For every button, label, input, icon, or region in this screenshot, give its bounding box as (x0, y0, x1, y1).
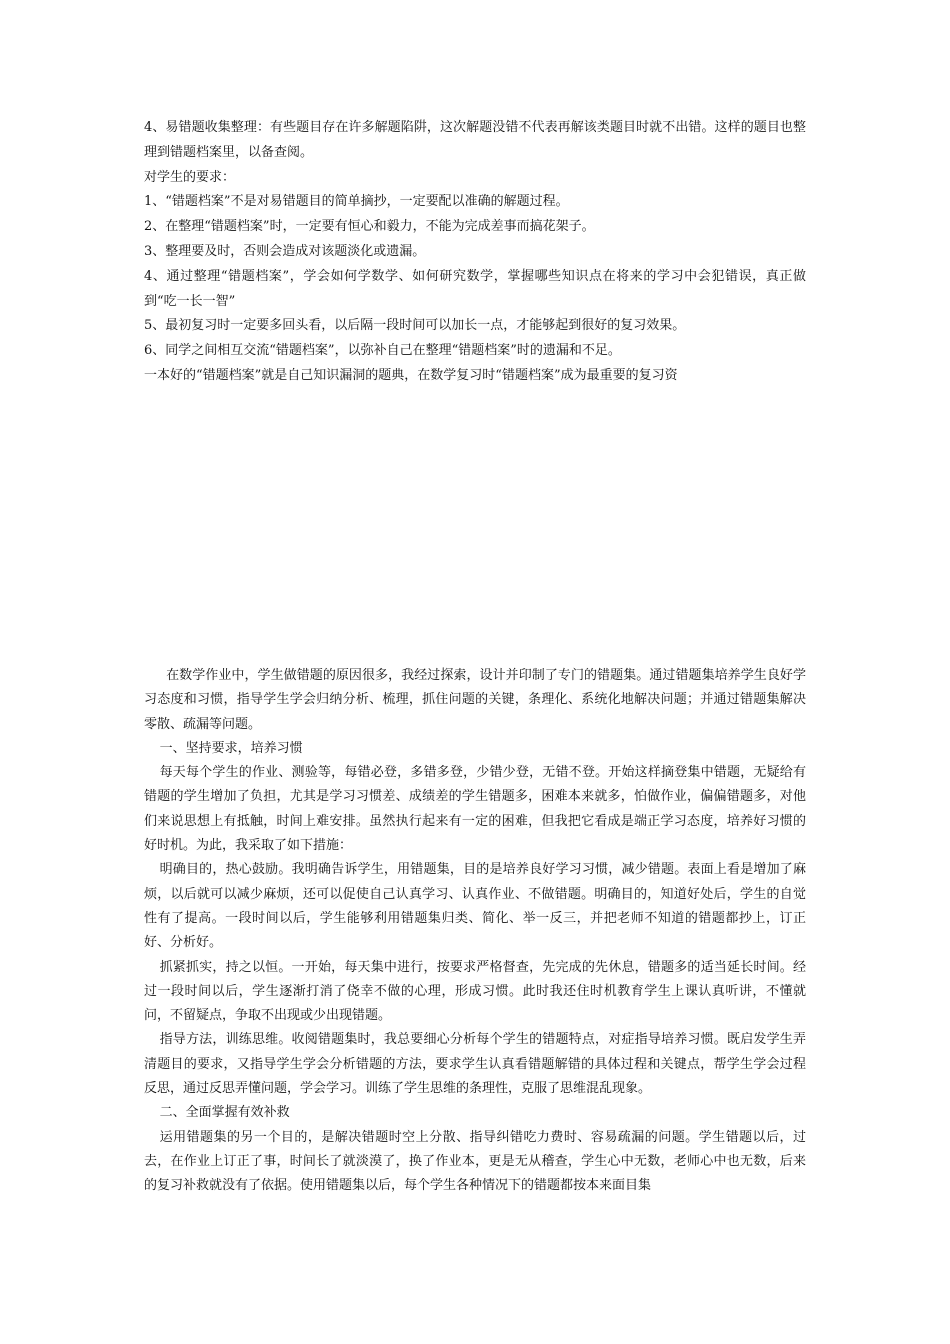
intro-paragraph: 在数学作业中，学生做错题的原因很多，我经过探索，设计并印制了专门的错题集。通过错题集培养学生良好学习态度和习惯，指导学生学会归纳分析、梳理，抓住问题的关键，条理化、系统化地解决问题；并通过错题集解决零散、疏漏等问题。 (144, 668, 806, 732)
requirement-5: 5、最初复习时一定要多回头看，以后隔一段时间可以加长一点，才能够起到很好的复习效果。 (144, 318, 686, 334)
section-error-archive (144, 116, 806, 389)
requirement-3: 3、整理要及时，否则会造成对该题淡化或遗漏。 (144, 243, 426, 259)
requirement-1: 1、“错题档案”不是对易错题目的简单摘抄，一定要配以准确的解题过程。 (144, 194, 569, 210)
heading-one: 一、坚持要求，培养习惯 (159, 740, 303, 756)
paragraph-guidance: 指导方法，训练思维。收阅错题集时，我总要细心分析每个学生的错题特点，对症指导培养习惯。既启发学生弄清题目的要求，又指导学生学会分析错题的方法，要求学生认真看错题解错的具体过程和关键点，帮学生学会过程反思，通过反思弄懂问题，学会学习。训练了学生思维的条理性，克服了思维混乱现象。 (144, 1032, 806, 1097)
paragraph-remedy: 运用错题集的另一个目的，是解决错题时空上分散、指导纠错吃力费时、容易疏漏的问题。学生错题以后，过去，在作业上订正了事，时间长了就淡漠了，换了作业本，更是无从稽查，学生心中无数，老师心中也无数，后来的复习补救就没有了依据。使用错题集以后，每个学生各种情况下的错题都按本来面目集 (144, 1129, 806, 1194)
paragraph-daily-registration: 每天每个学生的作业、测验等，每错必登，多错多登，少错少登，无错不登。开始这样摘登集中错题，无疑给有错题的学生增加了负担，尤其是学习习惯差、成绩差的学生错题多，困难本来就多，怕做作业，偏偏错题多，对他们来说思想上有抵触，时间上难安排。虽然执行起来有一定的困难，但我把它看成是端正学习态度，培养好习惯的好时机。为此，我采取了如下措施： (144, 765, 806, 854)
requirement-4: 4、通过整理“错题档案”，学会如何学数学、如何研究数学，掌握哪些知识点在将来的学习中会犯错误，真正做到“吃一长一智” (144, 268, 806, 309)
requirements-heading: 对学生的要求： (144, 169, 236, 185)
paragraph-item-4: 4、易错题收集整理：有些题目存在许多解题陷阱，这次解题没错不代表再解该类题目时就不出错。这样的题目也整理到错题档案里，以备查阅。 (144, 120, 806, 160)
requirement-2: 2、在整理“错题档案”时，一定要有恒心和毅力，不能为完成差事而搞花架子。 (144, 219, 595, 235)
requirement-6: 6、同学之间相互交流“错题档案”，以弥补自己在整理“错题档案”时的遗漏和不足。 (144, 343, 621, 359)
heading-two: 二、全面掌握有效补救 (159, 1105, 290, 1121)
paragraph-persistence: 抓紧抓实，持之以恒。一开始，每天集中进行，按要求严格督查，先完成的先休息，错题多的适当延长时间。经过一段时间以后，学生逐渐打消了侥幸不做的心理，形成习惯。此时我还住时机教育学生上课认真听讲，不懂就问，不留疑点，争取不出现或少出现错题。 (144, 959, 806, 1024)
summary-line: 一本好的“错题档案”就是自己知识漏洞的题典，在数学复习时“错题档案”成为最重要的复习资 (144, 367, 678, 383)
section-error-collection (144, 664, 806, 1199)
paragraph-clear-purpose: 明确目的，热心鼓励。我明确告诉学生，用错题集，目的是培养良好学习习惯，减少错题。表面上看是增加了麻烦，以后就可以减少麻烦，还可以促使自己认真学习、认真作业、不做错题。明确目的，知道好处后，学生的自觉性有了提高。一段时间以后，学生能够利用错题集归类、简化、举一反三，并把老师不知道的错题都抄上，订正好、分析好。 (144, 862, 806, 951)
